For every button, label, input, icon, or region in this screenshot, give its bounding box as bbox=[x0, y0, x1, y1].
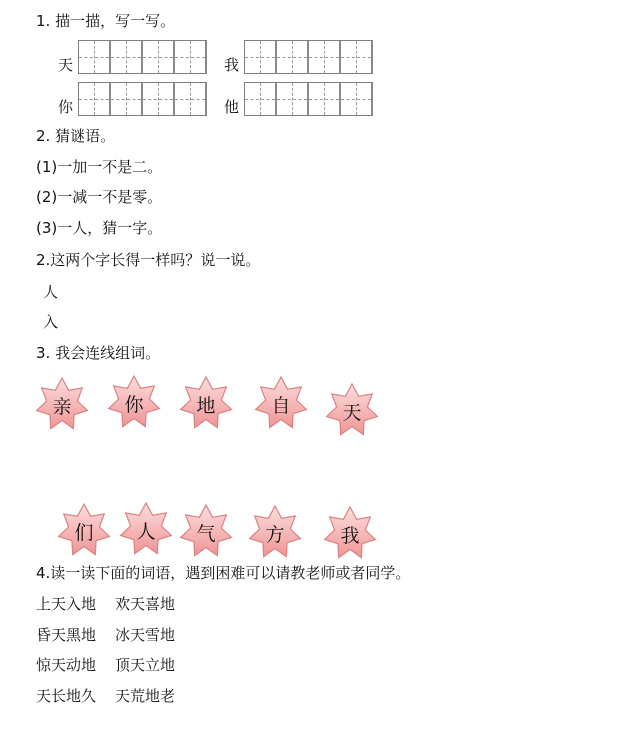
grid-cell[interactable] bbox=[79, 41, 111, 73]
q4-title: 4.读一读下面的词语，遇到困难可以请教老师或者同学。 bbox=[36, 564, 411, 582]
word-item: 顶天立地 bbox=[115, 656, 176, 674]
word-item: 天荒地老 bbox=[115, 687, 176, 705]
word-item: 惊天动地 bbox=[36, 656, 97, 674]
word-item: 上天入地 bbox=[36, 595, 97, 613]
star-label: 们 bbox=[74, 521, 94, 544]
grid-cell[interactable] bbox=[111, 41, 143, 73]
star-word-tile[interactable] bbox=[57, 503, 111, 557]
grid-cell[interactable] bbox=[341, 83, 373, 115]
q2b-title: 2.这两个字长得一样吗？说一说。 bbox=[36, 251, 261, 269]
grid-label: 他 bbox=[224, 98, 240, 116]
star-word-tile[interactable] bbox=[107, 375, 161, 429]
riddle-3: (3)一人，猜一字。 bbox=[36, 219, 163, 237]
star-label: 亲 bbox=[52, 395, 72, 418]
grid-cell[interactable] bbox=[245, 41, 277, 73]
star-word-tile[interactable] bbox=[325, 383, 379, 437]
q1-title: 1. 描一描，写一写。 bbox=[36, 12, 176, 30]
star-label: 天 bbox=[342, 401, 362, 424]
star-label: 自 bbox=[271, 394, 291, 417]
word-item: 昏天黑地 bbox=[36, 626, 97, 644]
grid-cell[interactable] bbox=[111, 83, 143, 115]
star-word-tile[interactable] bbox=[248, 505, 302, 559]
q3-title: 3. 我会连线组词。 bbox=[36, 344, 161, 362]
grid-label: 我 bbox=[224, 56, 240, 74]
word-item: 欢天喜地 bbox=[115, 595, 176, 613]
writing-grid[interactable] bbox=[244, 40, 373, 74]
riddle-1: (1)一加一不是二。 bbox=[36, 158, 163, 176]
grid-cell[interactable] bbox=[143, 83, 175, 115]
grid-cell[interactable] bbox=[309, 41, 341, 73]
grid-cell[interactable] bbox=[79, 83, 111, 115]
grid-row-wo bbox=[224, 40, 373, 74]
star-label: 你 bbox=[124, 393, 144, 416]
grid-cell[interactable] bbox=[245, 83, 277, 115]
grid-cell[interactable] bbox=[175, 41, 207, 73]
char-ru: 入 bbox=[43, 313, 59, 331]
grid-label: 天 bbox=[58, 56, 74, 74]
star-label: 我 bbox=[340, 524, 360, 547]
writing-grid[interactable] bbox=[244, 82, 373, 116]
star-word-tile[interactable] bbox=[254, 376, 308, 430]
q2-title: 2. 猜谜语。 bbox=[36, 127, 116, 145]
grid-cell[interactable] bbox=[277, 83, 309, 115]
star-word-tile[interactable] bbox=[119, 502, 173, 556]
riddle-2: (2)一减一不是零。 bbox=[36, 188, 163, 206]
star-word-tile[interactable] bbox=[179, 376, 233, 430]
star-word-tile[interactable] bbox=[179, 504, 233, 558]
grid-row-ni bbox=[58, 82, 207, 116]
word-item: 天长地久 bbox=[36, 687, 97, 705]
writing-grid[interactable] bbox=[78, 82, 207, 116]
grid-label: 你 bbox=[58, 98, 74, 116]
star-label: 人 bbox=[136, 520, 156, 543]
grid-cell[interactable] bbox=[143, 41, 175, 73]
star-label: 地 bbox=[196, 394, 216, 417]
word-item: 冰天雪地 bbox=[115, 626, 176, 644]
grid-row-tian bbox=[58, 40, 207, 74]
grid-cell[interactable] bbox=[175, 83, 207, 115]
grid-cell[interactable] bbox=[277, 41, 309, 73]
grid-row-ta bbox=[224, 82, 373, 116]
star-word-tile[interactable] bbox=[323, 506, 377, 560]
grid-cell[interactable] bbox=[341, 41, 373, 73]
star-label: 方 bbox=[265, 523, 285, 546]
writing-grid[interactable] bbox=[78, 40, 207, 74]
star-word-tile[interactable] bbox=[35, 377, 89, 431]
star-label: 气 bbox=[196, 522, 216, 545]
grid-cell[interactable] bbox=[309, 83, 341, 115]
char-ren: 人 bbox=[43, 283, 59, 301]
